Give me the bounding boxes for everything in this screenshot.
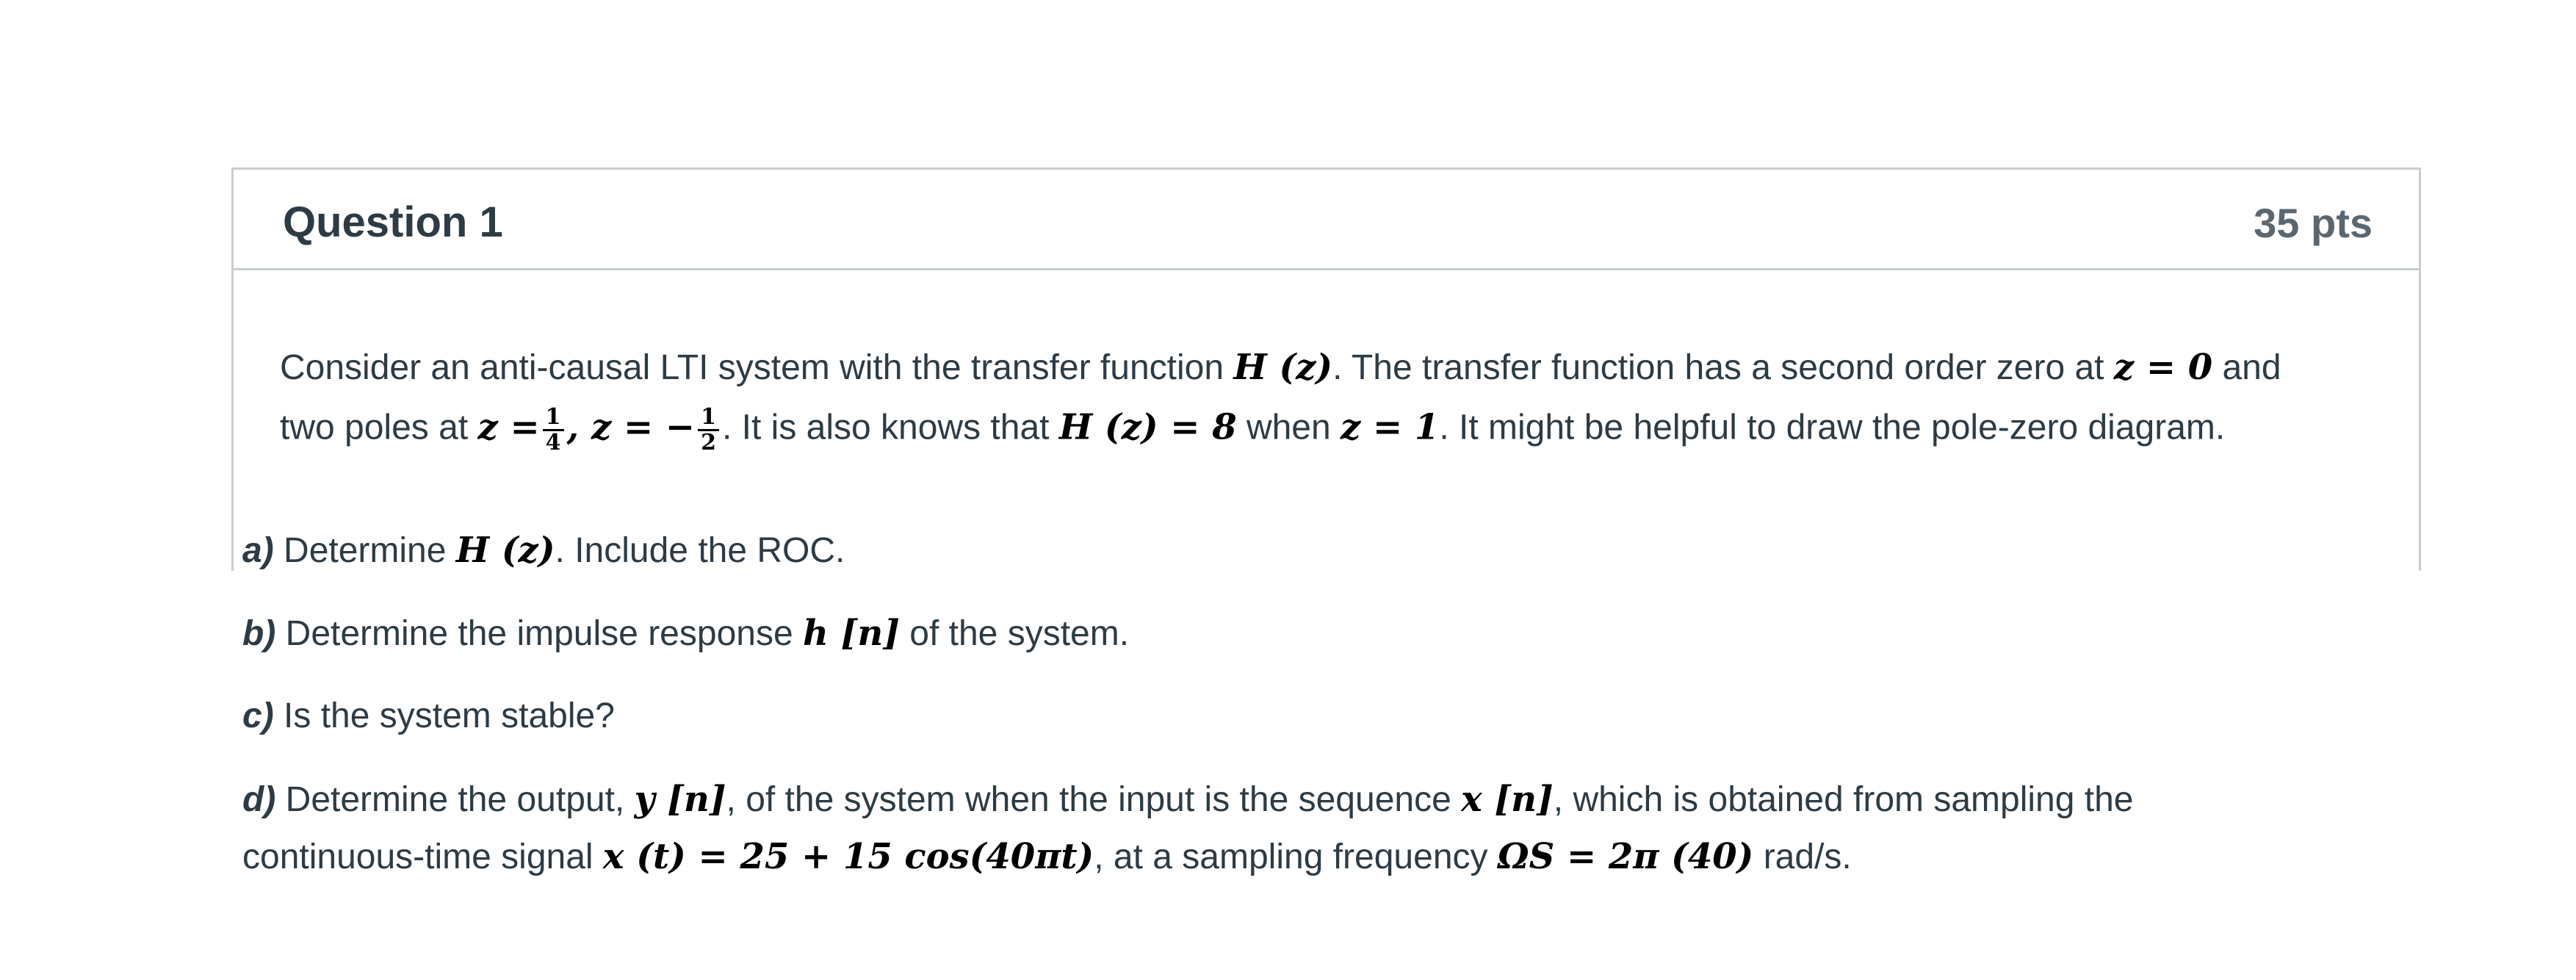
math-expression: ΩS = 2π (40) [1497,836,1754,877]
fraction-denominator: 4 [545,429,561,455]
part-text: Determine [273,531,456,570]
part-label: d) [242,780,276,819]
math-expression: z = 0 [2113,347,2213,388]
part-text: Determine the output, [275,780,635,819]
part-text: Determine the impulse response [275,614,803,653]
fraction [698,406,719,454]
part-text: , of the system when the input is the sequence [726,780,1462,819]
intro-text: . The transfer function has a second order zero at [1332,348,2114,387]
intro-line-2 [280,406,2225,454]
part-label: b) [242,614,276,653]
part-text: , which is obtained from sampling the [1553,780,2134,819]
part-text: Is the system stable? [273,696,615,735]
intro-text: . It might be helpful to draw the pole-zero diagram. [1439,408,2226,447]
math-expression: x [n] [1461,779,1554,820]
part-b [242,613,1130,654]
math-expression: z = [477,406,540,448]
intro-text: Consider an anti-causal LTI system with the transfer function [280,348,1234,387]
intro-line-1 [280,347,2281,388]
math-expression: x (t) = 25 + 15 cos(40πt) [602,836,1094,877]
intro-text: when [1236,408,1341,447]
math-expression: , z = − [566,406,696,448]
math-expression: h [n] [803,613,900,654]
part-text: rad/s. [1753,837,1852,876]
part-a [242,530,845,571]
math-expression: H (z) [1233,347,1333,388]
math-expression: y [n] [634,779,726,820]
question-title: Question 1 [283,198,503,246]
math-expression: z = 1 [1341,406,1440,448]
part-text: of the system. [899,614,1130,653]
part-c [242,696,615,735]
math-expression: H (z) = 8 [1058,406,1237,448]
intro-text: two poles at [280,408,478,447]
fraction-numerator: 1 [698,406,719,431]
fraction-denominator: 2 [701,429,716,455]
question-header [231,167,2421,270]
fraction-numerator: 1 [543,406,564,431]
part-d [242,779,2134,820]
intro-text: and [2212,348,2281,387]
math-expression: H (z) [455,530,555,571]
part-text: , at a sampling frequency [1094,837,1498,876]
part-label: a) [242,531,274,570]
part-label: c) [242,696,274,735]
intro-text: . It is also knows that [721,408,1059,447]
part-text: continuous-time signal [242,837,603,876]
question-points: 35 pts [2254,200,2373,246]
part-d-continued [242,836,1852,877]
part-text: . Include the ROC. [555,531,845,570]
fraction [543,406,564,454]
